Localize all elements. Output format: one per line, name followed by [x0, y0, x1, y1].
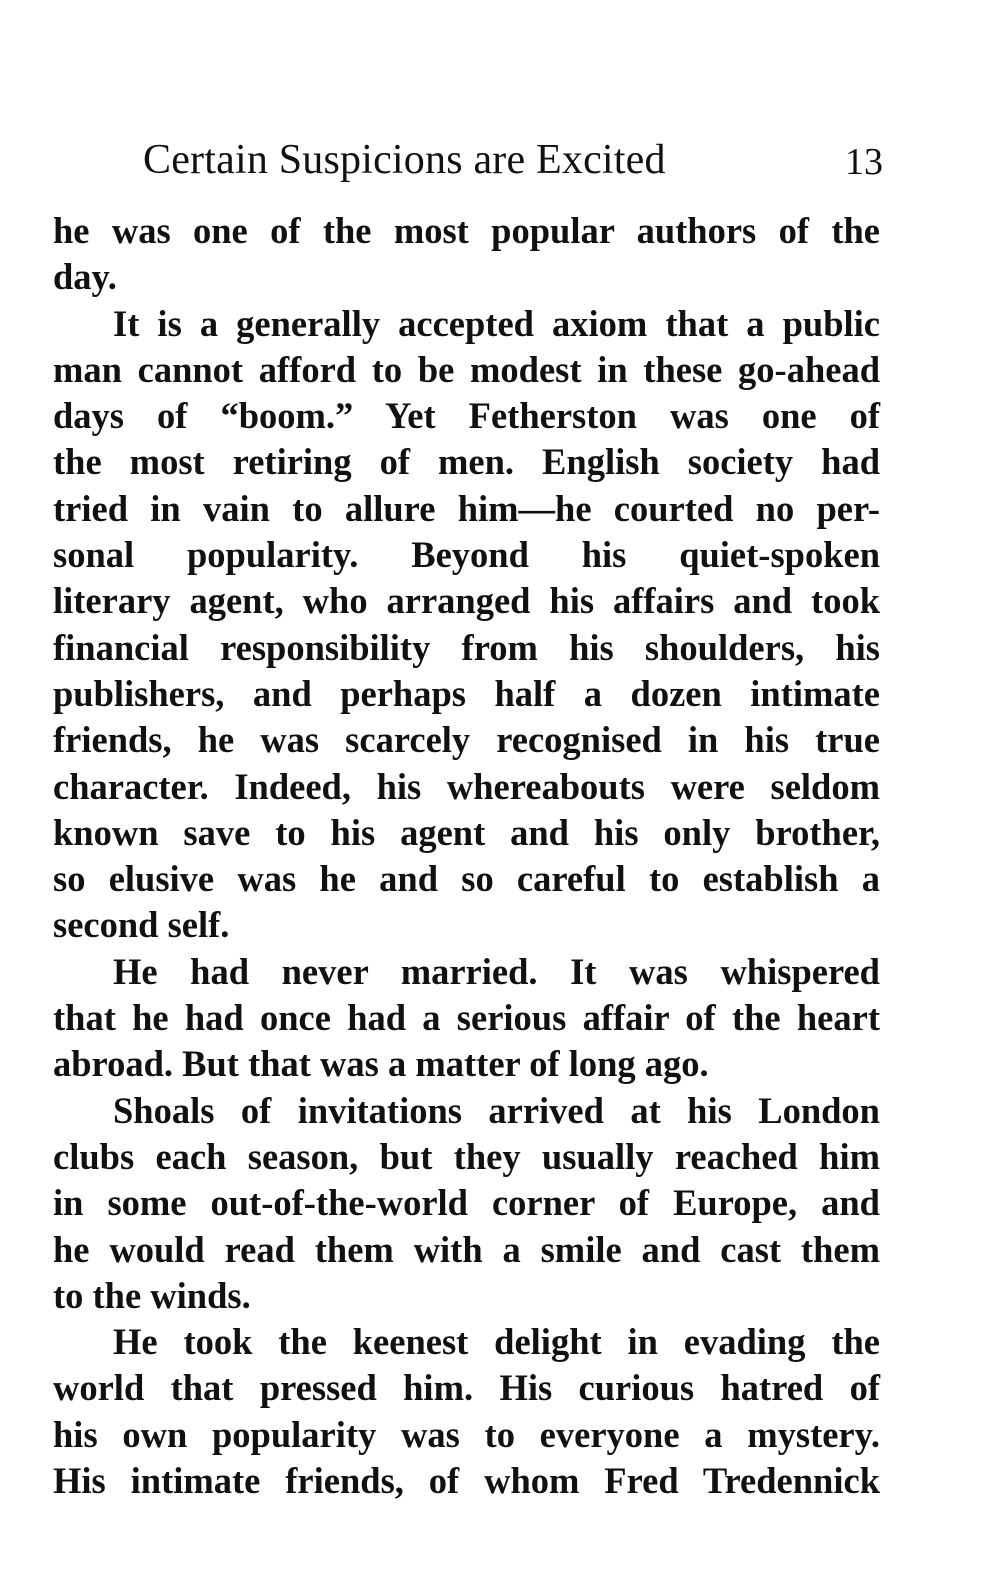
page-header: [143, 130, 883, 190]
text-line: he would read them with a smile and cast them: [53, 1228, 880, 1270]
text-line: to the winds.: [53, 1274, 251, 1316]
text-line: day.: [53, 256, 117, 298]
text-line: His intimate friends, of whom Fred Tredennick: [53, 1460, 880, 1502]
text-line: It is a generally accepted axiom that a public: [113, 302, 880, 344]
text-line: abroad. But that was a matter of long ago.: [53, 1043, 709, 1085]
text-line: character. Indeed, his whereabouts were seldom: [53, 765, 880, 807]
running-title: Certain Suspicions are Excited: [143, 137, 666, 183]
text-line: so elusive was he and so careful to establish a: [53, 858, 880, 900]
text-line: second self.: [53, 904, 230, 946]
text-line: the most retiring of men. English society had: [53, 441, 880, 483]
text-line: days of “boom.” Yet Fetherston was one of: [53, 395, 880, 437]
text-line: Shoals of invitations arrived at his London: [113, 1089, 880, 1131]
text-line: financial responsibility from his shoulders, his: [53, 626, 880, 668]
body-text: [53, 208, 880, 1504]
text-line: man cannot afford to be modest in these go-ahead: [53, 348, 880, 390]
text-line: world that pressed him. His curious hatred of: [53, 1367, 880, 1409]
text-line: He had never married. It was whispered: [113, 950, 880, 992]
text-line: tried in vain to allure him—he courted no per-: [53, 487, 880, 529]
text-line: publishers, and perhaps half a dozen intimate: [53, 672, 880, 714]
page-number: 13: [845, 141, 883, 183]
text-line: literary agent, who arranged his affairs and took: [53, 580, 880, 622]
text-line: his own popularity was to everyone a mystery.: [53, 1413, 880, 1455]
text-line: clubs each season, but they usually reached him: [53, 1135, 880, 1177]
text-line: friends, he was scarcely recognised in his true: [53, 719, 880, 761]
text-line: known save to his agent and his only brother,: [53, 811, 880, 853]
text-line: He took the keenest delight in evading the: [113, 1321, 880, 1363]
text-line: sonal popularity. Beyond his quiet-spoken: [53, 534, 880, 576]
text-line: he was one of the most popular authors of the: [53, 210, 880, 251]
text-line: in some out-of-the-world corner of Europe, and: [53, 1182, 880, 1224]
text-line: that he had once had a serious affair of the heart: [53, 997, 880, 1039]
